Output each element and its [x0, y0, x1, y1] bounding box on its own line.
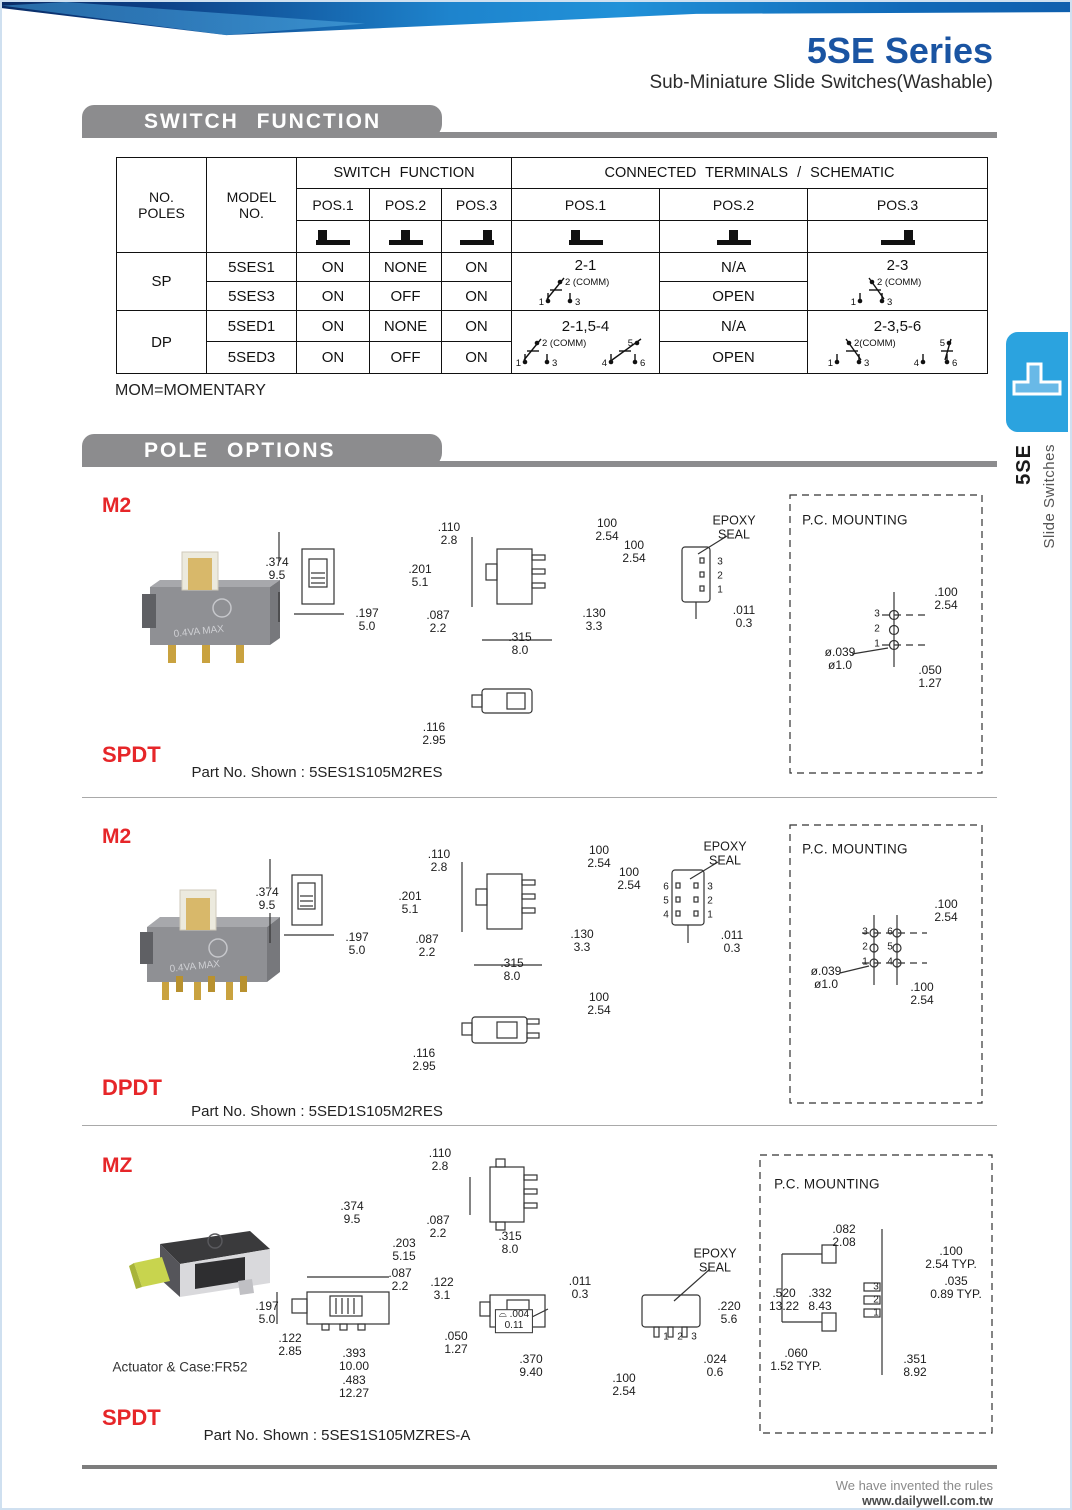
schematic-sp-pos1 [536, 274, 636, 308]
col-header-function: SWITCH FUNCTION [297, 158, 512, 189]
schematic-dp-pos1-pole2 [595, 335, 657, 369]
dim-label: P.C. MOUNTING [802, 841, 908, 857]
dim-label: ⌓ .004 0.11 [495, 1309, 533, 1333]
dim-label: .035 0.89 TYP. [930, 1274, 982, 1301]
dp-pos1-terminals: 2-1,5-4 2 (COMM) 1 3 5 4 6 [512, 311, 660, 374]
cell-function: OFF [370, 342, 442, 374]
dim-label: .201 5.1 [398, 889, 422, 916]
svg-text:1: 1 [515, 357, 521, 369]
dim-label: .197 5.0 [345, 930, 369, 957]
model-5sed1: 5SED1 [207, 311, 297, 342]
svg-text:3: 3 [886, 297, 892, 308]
schematic-sp-pos3 [848, 274, 948, 308]
dim-label: 3 [717, 556, 723, 568]
svg-text:2 (COMM): 2 (COMM) [564, 277, 609, 288]
dim-label: 1 [707, 909, 713, 921]
dim-label: 2 [862, 941, 868, 953]
dim-label: .520 13.22 [768, 1286, 800, 1313]
dim-label: 2 [874, 623, 880, 635]
col-header-term-pos3: POS.3 [808, 189, 988, 221]
part-number: Part No. Shown : 5SED1S105M2RES [191, 1103, 443, 1120]
sp-pos3-terminals: 2-3 2 (COMM) 1 3 [808, 253, 988, 311]
schematic-dp-pos3-pole2 [907, 335, 969, 369]
dim-label: .374 9.5 [340, 1199, 364, 1226]
dim-label: 3 [874, 608, 880, 620]
dim-label: .483 12.27 [338, 1373, 370, 1400]
dim-label: .011 0.3 [732, 603, 756, 630]
poles-dp: DP [117, 311, 207, 374]
dim-label: .110 2.8 [437, 520, 461, 547]
schematic-dp-pos1-pole1 [515, 335, 593, 369]
model-5ses3: 5SES3 [207, 282, 297, 311]
svg-text:3: 3 [551, 357, 557, 369]
col-header-term-pos1: POS.1 [512, 189, 660, 221]
svg-text:0.4VA MAX: 0.4VA MAX [173, 623, 225, 640]
dim-label: .087 2.2 [426, 1213, 450, 1240]
drawing-area-2 [82, 817, 997, 1125]
col-header-model: MODEL NO. [207, 158, 297, 253]
svg-text:5: 5 [627, 337, 633, 349]
model-5sed3: 5SED3 [207, 342, 297, 374]
switch-function-heading: SWITCH FUNCTION [82, 105, 442, 138]
svg-text:2(COMM): 2(COMM) [853, 337, 896, 349]
dim-label: .130 3.3 [582, 606, 606, 633]
dim-label: .050 1.27 [918, 663, 942, 690]
section-divider [82, 797, 997, 798]
pole-section-mz-spdt [2, 1137, 1072, 1447]
dim-label: 4 [663, 909, 669, 921]
dim-label: .050 1.27 [444, 1329, 468, 1356]
dim-label: .130 3.3 [570, 927, 594, 954]
cell-function: ON [297, 311, 370, 342]
switch-function-table [116, 157, 988, 374]
dim-label: 1 [874, 638, 880, 650]
dim-label: .197 5.0 [255, 1299, 279, 1326]
pole-options-heading: POLE OPTIONS [82, 434, 442, 467]
dim-label: .315 8.0 [500, 956, 524, 983]
dim-label: 3 [691, 1331, 697, 1343]
dp-pos2-row2: OPEN [660, 342, 808, 374]
dim-label: .100 2.54 [910, 980, 934, 1007]
cell-function: ON [297, 342, 370, 374]
dim-label: .116 2.95 [422, 720, 446, 747]
slide-position-right-icon [442, 221, 512, 253]
svg-text:5: 5 [939, 337, 945, 349]
dim-label: P.C. MOUNTING [774, 1176, 880, 1192]
dim-label: EPOXY SEAL [712, 513, 756, 541]
footer-slogan: We have invented the rules [835, 1478, 993, 1493]
dim-label: 100 2.54 [595, 516, 619, 543]
dim-label: ø.039 ø1.0 [810, 964, 842, 991]
dim-label: .197 5.0 [355, 606, 379, 633]
dim-label: 2 [873, 1294, 879, 1306]
dim-label: 2 [717, 570, 723, 582]
dim-label: .110 2.8 [428, 1146, 452, 1173]
dp-pos3-terminals: 2-3,5-6 2(COMM) 1 3 5 4 6 [808, 311, 988, 374]
section-divider [82, 1125, 997, 1126]
dim-label: 100 2.54 [587, 843, 611, 870]
dim-label: .087 2.2 [388, 1266, 412, 1293]
pole-code: M2 [102, 494, 132, 517]
svg-text:3: 3 [574, 297, 580, 308]
dim-label: 5 [887, 941, 893, 953]
dimension-labels [82, 492, 997, 792]
dim-label: EPOXY SEAL [693, 1246, 737, 1274]
svg-text:6: 6 [639, 357, 645, 369]
poles-sp: SP [117, 253, 207, 311]
cell-function: ON [442, 253, 512, 282]
cell-function: ON [297, 282, 370, 311]
pole-type: SPDT [102, 1405, 161, 1430]
slide-position-right-icon [808, 221, 988, 253]
dim-label: 100 2.54 [587, 990, 611, 1017]
footer-rule [82, 1465, 997, 1469]
cell-function: NONE [370, 311, 442, 342]
cell-function: OFF [370, 282, 442, 311]
dim-label: ø.039 ø1.0 [824, 645, 856, 672]
dim-label: 100 2.54 [617, 865, 641, 892]
dim-label: .082 2.08 [832, 1222, 856, 1249]
pole-code: M2 [102, 825, 132, 848]
sp-pos2-row2: OPEN [660, 282, 808, 311]
dim-label: EPOXY SEAL [703, 839, 747, 867]
dim-label: Actuator & Case:FR52 [112, 1359, 248, 1375]
dim-label: 4 [887, 956, 893, 968]
side-tab-series: 5SE [1013, 444, 1035, 485]
dim-label: .100 2.54 [934, 585, 958, 612]
dim-label: .393 10.00 [338, 1346, 370, 1373]
col-header-poles: NO. POLES [117, 158, 207, 253]
part-number: Part No. Shown : 5SES1S105MZRES-A [203, 1427, 471, 1444]
svg-text:1: 1 [538, 297, 544, 308]
slide-position-left-icon [512, 221, 660, 253]
dim-label: .315 8.0 [508, 630, 532, 657]
dim-label: .011 0.3 [568, 1274, 592, 1301]
dim-label: .087 2.2 [426, 608, 450, 635]
dimension-labels [82, 1137, 997, 1447]
dimension-labels [82, 817, 997, 1125]
sp-pos1-terminals: 2-1 2 (COMM) 1 3 [512, 253, 660, 311]
series-side-tab [1006, 332, 1068, 432]
dim-label: .315 8.0 [498, 1229, 522, 1256]
dim-label: .011 0.3 [720, 928, 744, 955]
dim-label: .110 2.8 [427, 847, 451, 874]
dim-label: .122 3.1 [430, 1275, 454, 1302]
dim-label: .100 2.54 TYP. [925, 1244, 977, 1271]
pole-type: DPDT [102, 1075, 162, 1100]
dim-label: .351 8.92 [903, 1352, 927, 1379]
dim-label: 2 [707, 895, 713, 907]
dim-label: 1 [663, 1331, 669, 1343]
dim-label: 100 2.54 [622, 538, 646, 565]
dim-label: .203 5.15 [392, 1236, 416, 1263]
svg-text:0.4VA MAX: 0.4VA MAX [169, 958, 221, 975]
dim-label: .100 2.54 [934, 897, 958, 924]
dim-label: .116 2.95 [412, 1046, 436, 1073]
side-tab-label: Slide Switches [1041, 444, 1058, 549]
pole-section-m2-spdt [2, 492, 1072, 792]
dp-pos2-row1: N/A [660, 311, 808, 342]
dim-label: .087 2.2 [415, 932, 439, 959]
dim-label: 2 [677, 1331, 683, 1343]
dim-label: 3 [707, 881, 713, 893]
footer-website: www.dailywell.com.tw [862, 1494, 993, 1508]
part-number: Part No. Shown : 5SES1S105M2RES [191, 764, 443, 781]
dim-label: .374 9.5 [265, 555, 289, 582]
svg-text:3: 3 [863, 357, 869, 369]
dim-label: 1 [873, 1307, 879, 1319]
pole-type: SPDT [102, 742, 161, 767]
cell-function: ON [442, 282, 512, 311]
schematic-dp-pos3-pole1 [827, 335, 905, 369]
drawing-area-1 [82, 492, 997, 792]
momentary-note: MOM=MOMENTARY [115, 382, 266, 399]
drawing-area-3 [82, 1137, 997, 1447]
dim-label: .024 0.6 [703, 1352, 727, 1379]
svg-text:2 (COMM): 2 (COMM) [876, 277, 921, 288]
slide-switch-icon [1006, 332, 1068, 432]
page-subtitle: Sub-Miniature Slide Switches(Washable) [649, 72, 993, 93]
cell-function: ON [442, 311, 512, 342]
dim-label: .201 5.1 [408, 562, 432, 589]
slide-position-middle-icon [660, 221, 808, 253]
dim-label: 3 [862, 926, 868, 938]
col-header-pos2: POS.2 [370, 189, 442, 221]
cell-function: ON [442, 342, 512, 374]
dim-label: 3 [873, 1281, 879, 1293]
dim-label: 1 [862, 956, 868, 968]
svg-text:2 (COMM): 2 (COMM) [541, 337, 586, 349]
cell-function: NONE [370, 253, 442, 282]
dim-label: .332 8.43 [808, 1286, 832, 1313]
dim-label: .374 9.5 [255, 885, 279, 912]
slide-position-middle-icon [370, 221, 442, 253]
dim-label: .100 2.54 [612, 1371, 636, 1398]
cell-function: ON [297, 253, 370, 282]
dim-label: 6 [887, 926, 893, 938]
svg-text:4: 4 [913, 357, 919, 369]
sp-pos2-row1: N/A [660, 253, 808, 282]
svg-text:1: 1 [850, 297, 856, 308]
col-header-pos1: POS.1 [297, 189, 370, 221]
pole-code: MZ [102, 1154, 133, 1177]
svg-text:1: 1 [827, 357, 833, 369]
svg-text:6: 6 [951, 357, 957, 369]
col-header-terminals: CONNECTED TERMINALS / SCHEMATIC [512, 158, 988, 189]
col-header-pos3: POS.3 [442, 189, 512, 221]
pole-section-m2-dpdt [2, 817, 1072, 1125]
dim-label: .060 1.52 TYP. [770, 1346, 822, 1373]
dim-label: .122 2.85 [278, 1331, 302, 1358]
dim-label: 1 [717, 584, 723, 596]
dim-label: 5 [663, 895, 669, 907]
model-5ses1: 5SES1 [207, 253, 297, 282]
dim-label: 6 [663, 881, 669, 893]
dim-label: .370 9.40 [519, 1352, 543, 1379]
dim-label: .220 5.6 [717, 1299, 741, 1326]
slide-position-left-icon [297, 221, 370, 253]
col-header-term-pos2: POS.2 [660, 189, 808, 221]
dim-label: P.C. MOUNTING [802, 512, 908, 528]
svg-text:4: 4 [601, 357, 607, 369]
page-title: 5SE Series [806, 30, 993, 71]
